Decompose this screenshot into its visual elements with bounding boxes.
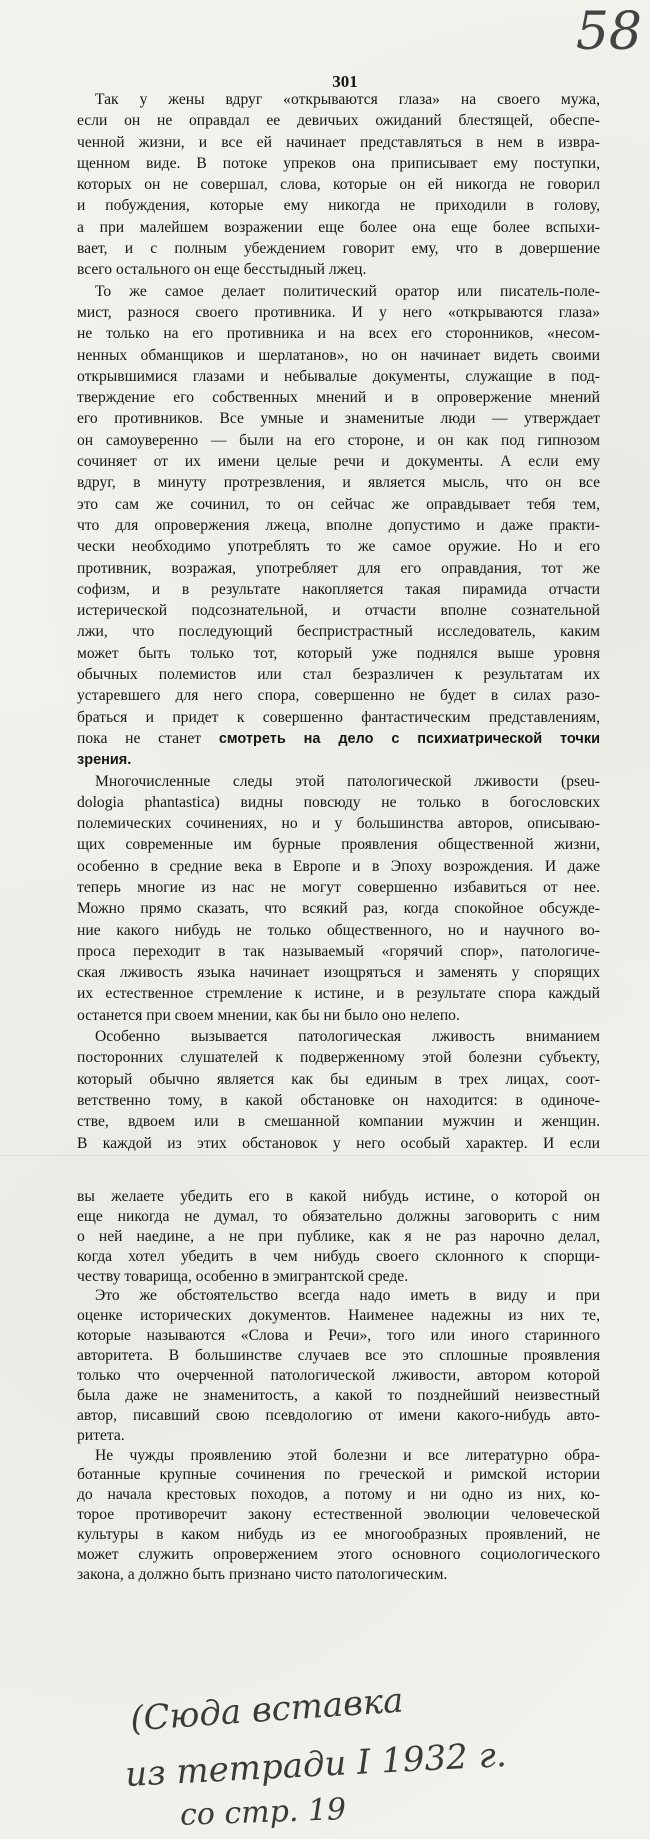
text-line: которые называются «Слова и Речи», того или иного старинного [77,1327,600,1345]
text-line: В каждой из этих обстановок у него особый характер. И если [77,1134,600,1152]
emphasized-text: смотреть на дело с психиатрической точки [218,730,600,747]
page-gap-divider [0,1155,650,1156]
text-line: когда хотел убедить в чем нибудь своего склонного к спорщи- [77,1247,600,1265]
text-line: dologia phantastica) видны повсюду не только в богословских [77,793,600,811]
text-line: останется при своем мнении, как бы ни было оно нелепо. [77,1006,460,1024]
text-line: открывшимися глазами и небывалые документы, служащие в под- [77,367,600,385]
emphasized-text: зрения. [77,752,132,769]
text-line [77,728,600,749]
text-line: и побуждения, которые ему никогда не приходили в голову, [77,197,600,215]
text-line: ние какого нибудь не только общественного, но и научного во- [77,921,600,939]
text-line: Так у жены вдруг «открываются глаза» на своего мужа, [95,91,600,108]
text-line: лжи, что последующий беспристрастный исследователь, каким [77,623,600,641]
text-line: до начала крестовых походов, а потому и ни одно из них, ко- [77,1486,600,1504]
text-line: истерической подсознательной, и отчасти вполне сознательной [77,602,600,620]
text-line: устаревшего для него спора, совершенно не будет в силах разо- [77,687,600,705]
text-line: полемических сочинениях, но и у большинства авторов, описываю- [77,815,600,833]
text-line: который обычно является как бы единым в трех лицах, соот- [77,1070,600,1088]
text-line: еще никогда не думал, то обязательно должны заговорить с ним [77,1207,600,1225]
text-line: оценке исторических документов. Наименее надежны из них те, [77,1307,600,1325]
text-line: особенно в средние века в Европе и в Эпоху возрождения. И даже [77,857,600,875]
text-line: которых он не совершал, слова, которые он ей никогда не говорил [77,176,600,194]
text-line: мист, разнося своего противника. И у него «открываются глаза» [77,303,600,321]
text-line: ская лживость языка начинает изощряться и заменять у спорящих [77,964,600,982]
paragraph [77,1187,600,1286]
text-line: обычных полемистов или стал безразличен к результатам их [77,666,600,684]
text-line: а при малейшем возражении еще более она еще более вспыхи- [77,218,600,236]
text-line: стве, вдвоем или в смешанной компании мужчин и женщин. [77,1113,600,1131]
paragraph [77,281,600,771]
text-line: торое противоречит закону естественной эволюции человеческой [77,1506,600,1524]
text-line: ветственно тому, в какой обстановке он находится: в одиноче- [77,1091,600,1109]
text-line: посторонних слушателей к подверженному этой болезни субъекту, [77,1049,600,1067]
paragraph [77,1446,600,1585]
text-line: сочиняет от их имени целые речи и документы. А если ему [77,453,600,471]
text-line: авторитета. В большинстве случаев все это сплошные проявления [77,1347,600,1365]
handwritten-note-line: со стр. 19 [179,1792,347,1833]
text-line: честву товарища, особенно в эмигрантской среде. [77,1267,409,1285]
text-line: щенном виде. В потоке упреков она приписывает ему поступки, [77,154,600,172]
text-line: софизм, и в результате накопляется такая пирамида отчасти [77,580,600,598]
text-line: закона, а должно быть признано чисто патологическим. [77,1565,448,1583]
text-line: может служить опровержением этого основного социологического [77,1546,600,1564]
text-line: не только на его противника и на всех его сторонников, «несом- [77,325,600,343]
text-line: проса переходит в так называемый «горячий спор», патологиче- [77,942,600,960]
text-line: Не чужды проявлению этой болезни и все литературно обра- [95,1446,600,1464]
text-line: что для опровержения лжеца, вполне допустимо и даже практи- [77,516,600,534]
text-line: он самоуверенно — были на его стороне, и он как под гипнозом [77,431,600,449]
text-line: если он не оправдал ее девичьих ожиданий блестящей, обеспе- [77,112,600,130]
text-line: Многочисленные следы этой патологической лживости (pseu- [95,772,600,790]
text-line: ботанные крупные сочинения по греческой и римской истории [77,1466,600,1484]
text-line: автор, писавший свою псевдологию от имени какого-нибудь авто- [77,1406,600,1424]
text-line: ритета. [77,1426,125,1444]
text-line: вает, и с полным убеждением говорит ему, что в довершение [77,240,600,258]
paragraph [77,771,600,1027]
text-line: ченной жизни, и все ей начинает представляться в нем в извра- [77,133,600,151]
paragraph [77,1286,600,1445]
text-line: Это же обстоятельство всегда надо иметь в виду и при [95,1287,600,1305]
handwritten-page-number: 58 [575,2,642,62]
page-number: 301 [332,72,358,91]
handwritten-note-line: из тетради I 1932 г. [124,1735,508,1795]
text-line: их естественное стремление к истине, и в результате спора каждый [77,985,600,1003]
text-segment: пока не станет [77,729,219,747]
text-line: вы желаете убедить его в какой нибудь истине, о которой он [77,1188,600,1205]
text-line: была даже не знаменитость, а какой то позднейший неизвестный [77,1386,600,1404]
handwritten-note-line: (Сюда вставка [128,1680,405,1740]
text-line: Можно прямо сказать, что всякий раз, когда спокойное обсужде- [77,900,600,918]
text-line: культуры в каком нибудь из ее многообразных проявлений, не [77,1526,600,1544]
text-line: может быть только тот, который уже поднялся выше уровня [77,644,600,662]
text-line: ненных обманщиков и шерлатанов», но он начинает видеть своими [77,346,600,364]
text-line: только что очерченной патологической лживости, автором которой [77,1367,600,1385]
text-line: Особенно вызывается патологическая лживость вниманием [95,1028,600,1046]
text-line [77,749,600,770]
text-line: тверждение его собственных мнений и в опровержение мнений [77,389,600,407]
paragraph [77,1026,600,1154]
text-line: всего остального он еще бесстыдный лжец. [77,261,367,279]
text-block-upper [77,89,600,1154]
text-line: То же самое делает политический оратор или писатель-поле- [95,282,600,300]
text-line: щих современные им бурные проявления общественной жизни, [77,836,600,854]
text-line: его противников. Все умные и знаменитые люди — утверждает [77,410,600,428]
text-line: о ней наедине, а не при публике, как я не раз нарочно делал, [77,1227,600,1245]
text-line: это сам же сочинил, то он сейчас же оправдывает тебя тем, [77,495,600,513]
text-block-lower [77,1187,600,1585]
text-line: противник, возражая, употребляет для его оправдания, тот же [77,559,600,577]
text-line: теперь многие из нас не могут совершенно избавиться от нее. [77,878,600,896]
paragraph [77,89,600,281]
text-line: браться и придет к совершенно фантастическим представлениям, [77,708,600,726]
text-line: вдруг, в минуту протрезвления, и является мысль, что он все [77,474,600,492]
text-line: чески необходимо употреблять то же самое оружие. Но и его [77,538,600,556]
